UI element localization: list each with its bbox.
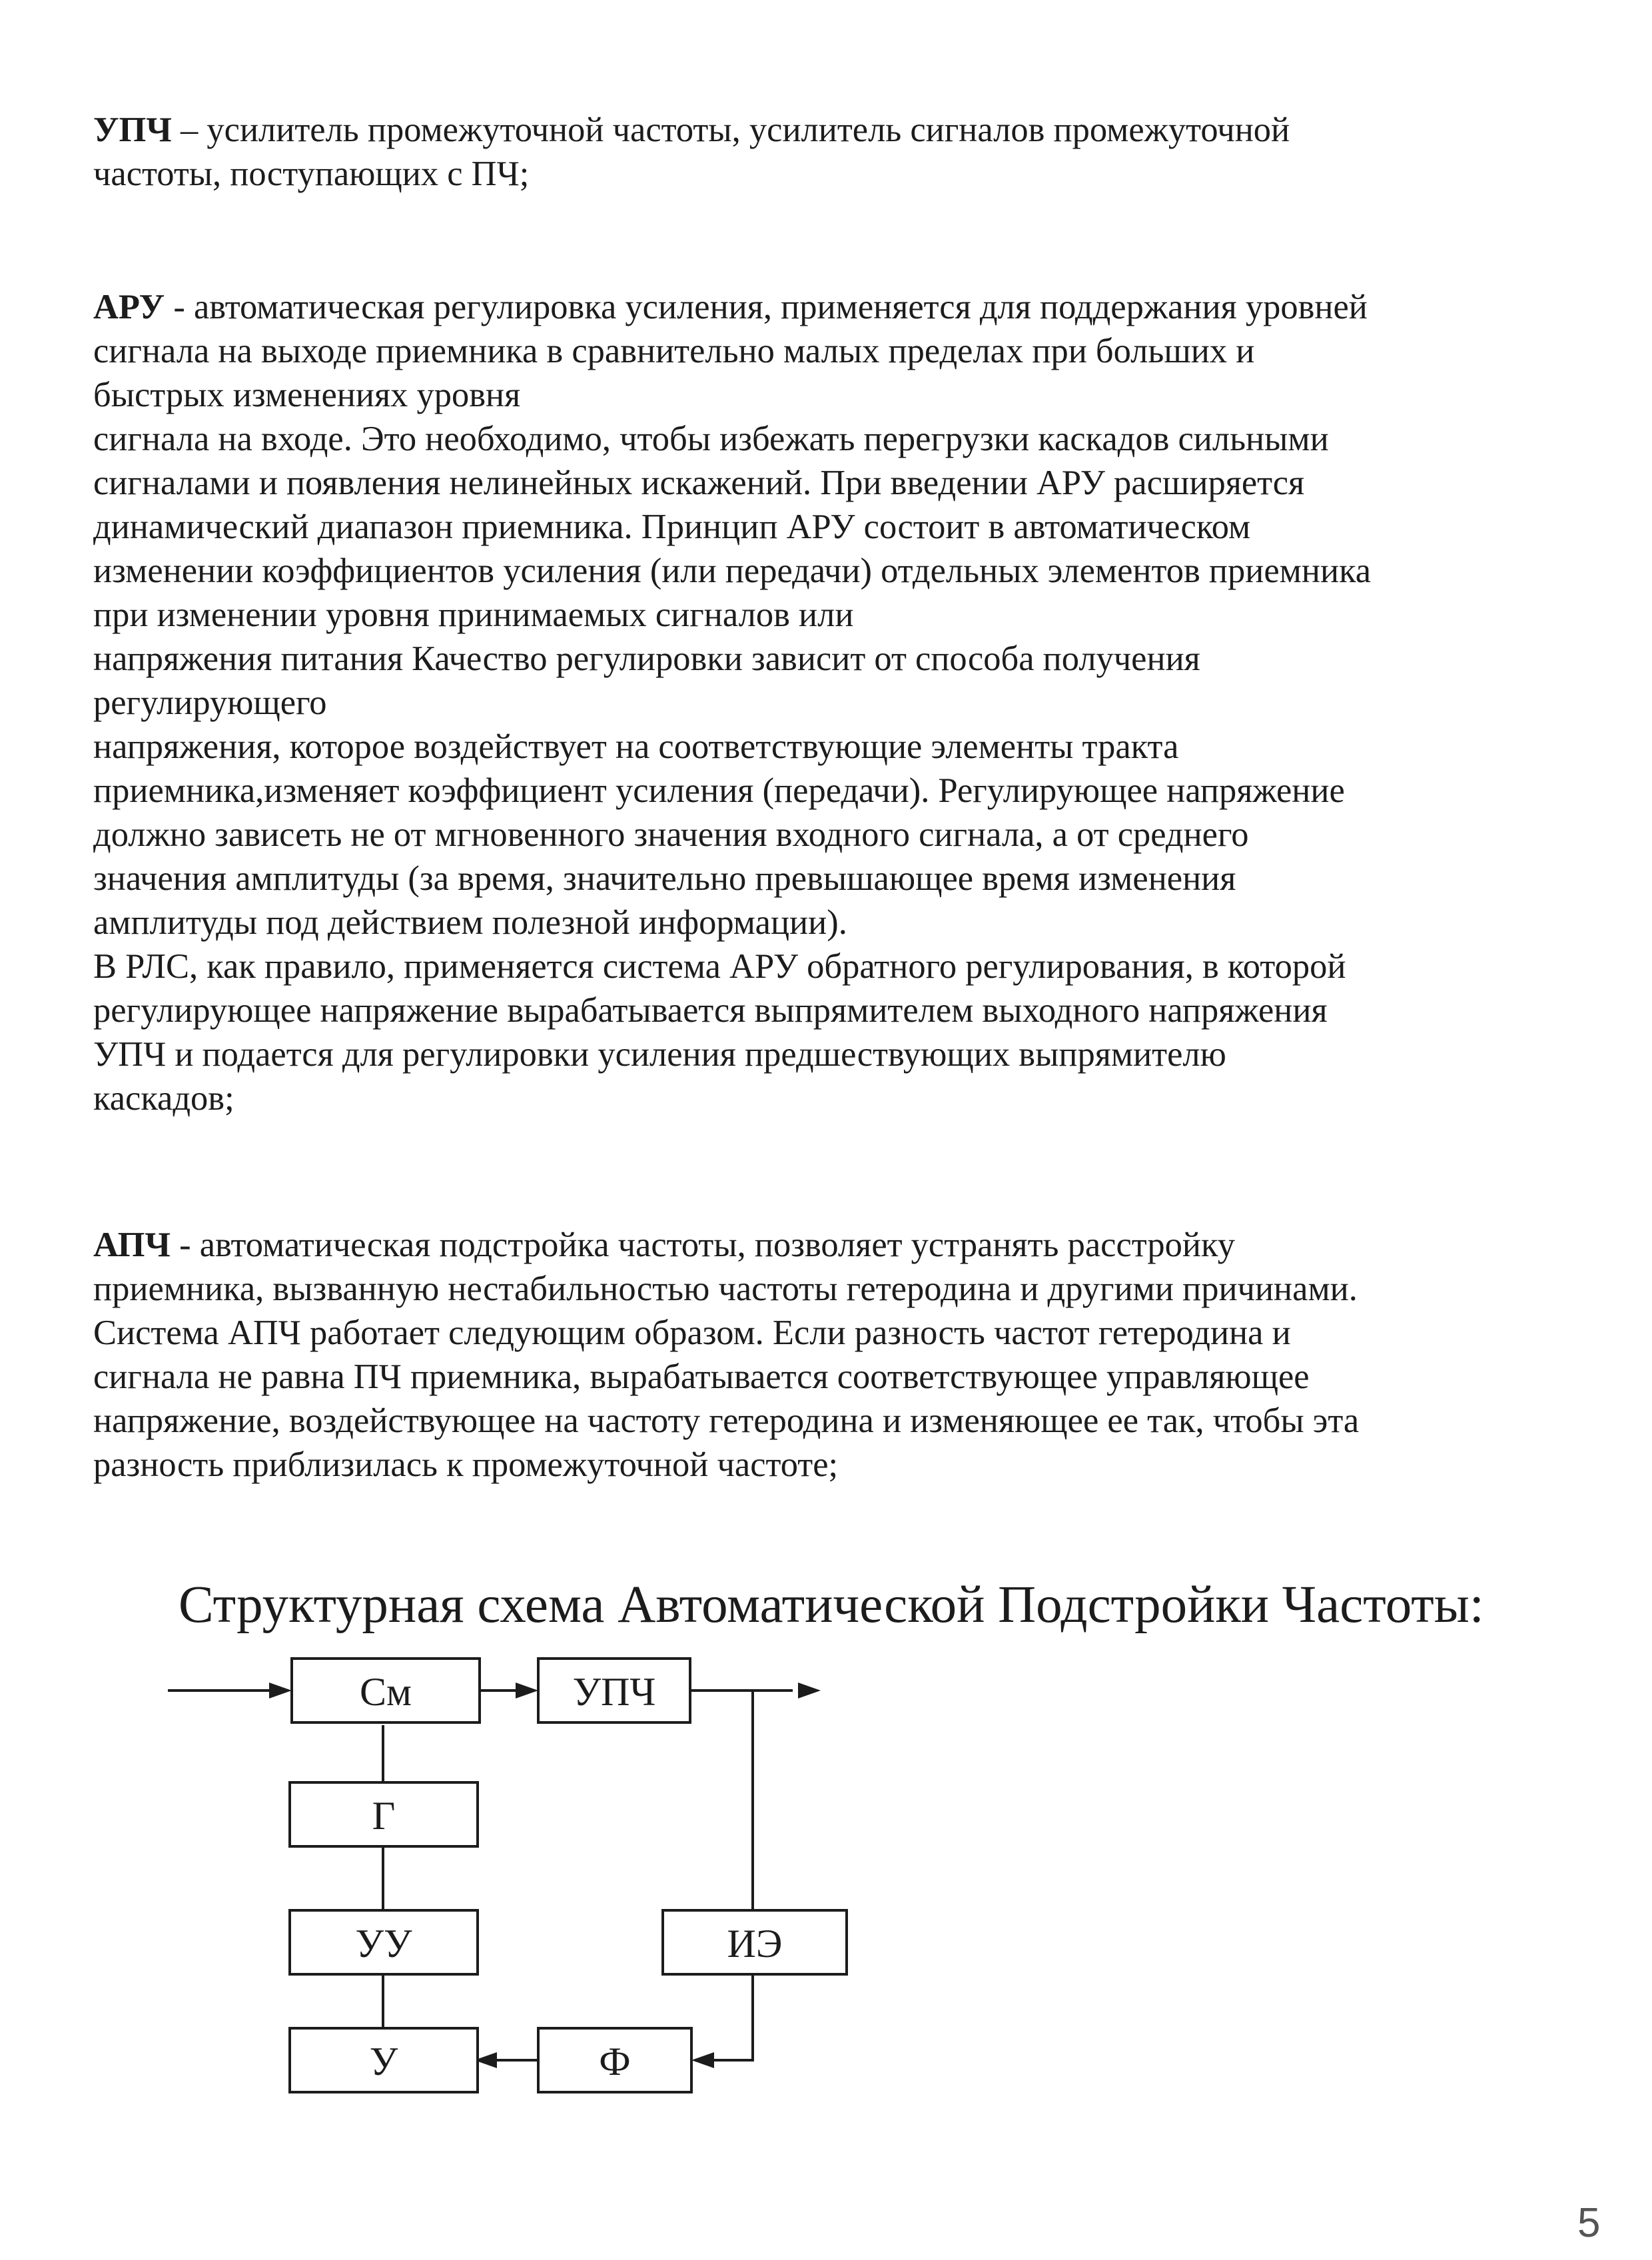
text-line: каскадов; — [93, 1079, 234, 1118]
text-line: динамический диапазон приемника. Принцип АРУ состоит в автоматическом — [93, 508, 1251, 546]
amplifier-label: У — [369, 2040, 398, 2083]
arrowhead — [798, 1683, 821, 1698]
text-line: Система АПЧ работает следующим образом. Если разность частот гетеродина и — [93, 1314, 1291, 1352]
text-line: АРУ - автоматическая регулировка усиления, применяется для поддержания уровней — [93, 288, 1368, 326]
oscillator-label: Г — [372, 1794, 396, 1838]
text-line: сигнала на выходе приемника в сравнительно малых пределах при больших и — [93, 332, 1255, 370]
detector-label: ИЭ — [727, 1922, 783, 1966]
diagram-title: Структурная схема Автоматической Подстройки Частоты: — [179, 1576, 1484, 1634]
filter-label: Ф — [599, 2040, 631, 2083]
arrowhead — [691, 2052, 714, 2068]
text-line: сигнала на входе. Это необходимо, чтобы избежать перегрузки каскадов сильными — [93, 420, 1329, 458]
text-line: сигналами и появления нелинейных искажений. При введении АРУ расширяется — [93, 464, 1305, 502]
text-line: УПЧ и подается для регулировки усиления предшествующих выпрямителю — [93, 1035, 1226, 1074]
text-line: быстрых изменениях уровня — [93, 376, 521, 414]
page-number: 5 — [1577, 2200, 1601, 2246]
term-upch: УПЧ — [93, 111, 172, 149]
text-line: В РЛС, как правило, применяется система АРУ обратного регулирования, в которой — [93, 947, 1346, 986]
text-line: АПЧ - автоматическая подстройка частоты, позволяет устранять расстройку — [93, 1226, 1235, 1264]
mixer-label: См — [360, 1670, 412, 1714]
text-line: амплитуды под действием полезной информации). — [93, 903, 847, 942]
text-line: напряжения питания Качество регулировки зависит от способа получения — [93, 639, 1200, 678]
term-aru: АРУ — [93, 288, 165, 326]
ifa-label: УПЧ — [572, 1670, 656, 1714]
arrowhead — [269, 1683, 292, 1698]
text-line: должно зависеть не от мгновенного значения входного сигнала, а от среднего — [93, 815, 1249, 854]
control-label: УУ — [355, 1922, 412, 1966]
text-line: частоты, поступающих с ПЧ; — [93, 155, 530, 193]
text-line: при изменении уровня принимаемых сигналов или — [93, 595, 854, 634]
text-line: регулирующее напряжение вырабатывается выпрямителем выходного напряжения — [93, 991, 1328, 1030]
text-line: приемника,изменяет коэффициент усиления (передачи). Регулирующее напряжение — [93, 771, 1345, 810]
text-line: приемника, вызванную нестабильностью частоты гетеродина и другими причинами. — [93, 1270, 1358, 1308]
text-line: УПЧ – усилитель промежуточной частоты, усилитель сигналов промежуточной — [93, 111, 1290, 149]
text-line: значения амплитуды (за время, значительно превышающее время изменения — [93, 859, 1236, 898]
text-line: регулирующего — [93, 683, 327, 722]
detector-to-filter-line — [699, 1975, 753, 2060]
text-line: сигнала не равна ПЧ приемника, вырабатывается соответствующее управляющее — [93, 1357, 1310, 1396]
text-line: напряжения, которое воздействует на соответствующие элементы тракта — [93, 727, 1179, 766]
text-line: разность приблизилась к промежуточной частоте; — [93, 1445, 839, 1484]
text-line: напряжение, воздействующее на частоту гетеродина и изменяющее ее так, чтобы эта — [93, 1401, 1360, 1440]
arrowhead — [516, 1683, 538, 1698]
text-line: изменении коэффициентов усиления (или передачи) отдельных элементов приемника — [93, 552, 1372, 590]
term-apch: АПЧ — [93, 1226, 171, 1264]
